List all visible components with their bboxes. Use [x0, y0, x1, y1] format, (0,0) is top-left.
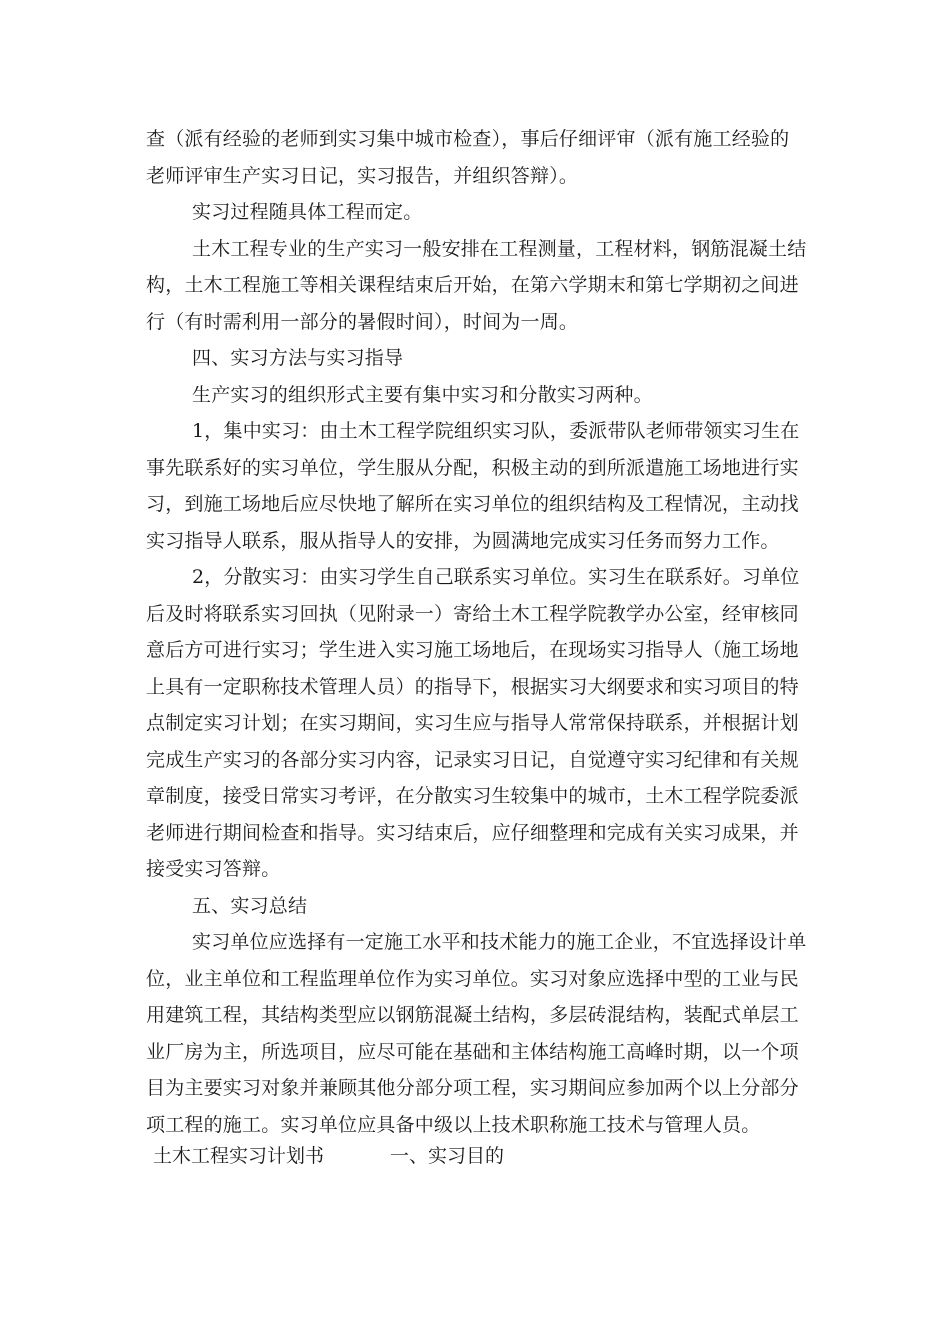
text-line: 查（派有经验的老师到实习集中城市检查），事后仔细评审（派有施工经验的 [146, 128, 790, 150]
text-line: 行（有时需利用一部分的暑假时间），时间为一周。 [146, 310, 579, 333]
text-line: 位，业主单位和工程监理单位作为实习单位。实习对象应选择中型的工业与民 [146, 967, 799, 990]
text-line: 完成生产实习的各部分实习内容，记录实习日记，自觉遵守实习纪律和有关规 [146, 748, 799, 771]
text-line: 构，土木工程施工等相关课程结束后开始，在第六学期末和第七学期初之间进 [146, 274, 799, 296]
text-line: 2，分散实习：由实习学生自己联系实习单位。实习生在联系好。习单位 [192, 566, 800, 588]
text-line: 接受实习答辩。 [146, 858, 281, 880]
text-line: 实习指导人联系，服从指导人的安排，为圆满地完成实习任务而努力工作。 [146, 529, 780, 552]
text-line: 后及时将联系实习回执（见附录一）寄给土木工程学院教学办公室，经审核同 [146, 602, 799, 625]
text-line: 1，集中实习：由土木工程学院组织实习队，委派带队老师带领实习生在 [192, 420, 800, 442]
text-line: 实习过程随具体工程而定。 [192, 201, 423, 223]
text-line: 事先联系好的实习单位，学生服从分配，积极主动的到所派遣施工场地进行实 [146, 456, 799, 479]
section-heading: 五、实习总结 [192, 894, 308, 917]
text-line: 习，到施工场地后应尽快地了解所在实习单位的组织结构及工程情况，主动找 [146, 493, 799, 515]
text-line: 意后方可进行实习；学生进入实习施工场地后，在现场实习指导人（施工场地 [146, 639, 799, 661]
document-body [146, 121, 806, 1143]
text-line: 土木工程专业的生产实习一般安排在工程测量，工程材料，钢筋混凝土结 [192, 237, 807, 260]
text-line: 老师进行期间检查和指导。实习结束后，应仔细整理和完成有关实习成果，并 [146, 821, 799, 844]
document-title: 土木工程实习计划书 [153, 1145, 325, 1167]
text-line: 用建筑工程，其结构类型应以钢筋混凝土结构，多层砖混结构，装配式单层工 [146, 1004, 799, 1026]
section-heading: 四、实习方法与实习指导 [192, 347, 404, 369]
section-heading: 一、实习目的 [390, 1145, 505, 1167]
text-line: 实习单位应选择有一定施工水平和技术能力的施工企业，不宜选择设计单 [192, 931, 807, 953]
next-document-heading [153, 1141, 504, 1171]
text-line: 业厂房为主，所选项目，应尽可能在基础和主体结构施工高峰时期，以一个项 [146, 1040, 799, 1063]
text-line: 点制定实习计划；在实习期间，实习生应与指导人常常保持联系，并根据计划 [146, 712, 799, 734]
text-line: 上具有一定职称技术管理人员）的指导下，根据实习大纲要求和实习项目的特 [146, 675, 799, 698]
text-line: 老师评审生产实习日记，实习报告，并组织答辩）。 [146, 164, 579, 187]
text-line: 目为主要实习对象并兼顾其他分部分项工程，实习期间应参加两个以上分部分 [146, 1077, 799, 1099]
text-line: 项工程的施工。实习单位应具备中级以上技术职称施工技术与管理人员。 [146, 1113, 761, 1136]
text-line: 生产实习的组织形式主要有集中实习和分散实习两种。 [192, 383, 653, 406]
text-line: 章制度，接受日常实习考评，在分散实习生较集中的城市，土木工程学院委派 [146, 785, 799, 807]
